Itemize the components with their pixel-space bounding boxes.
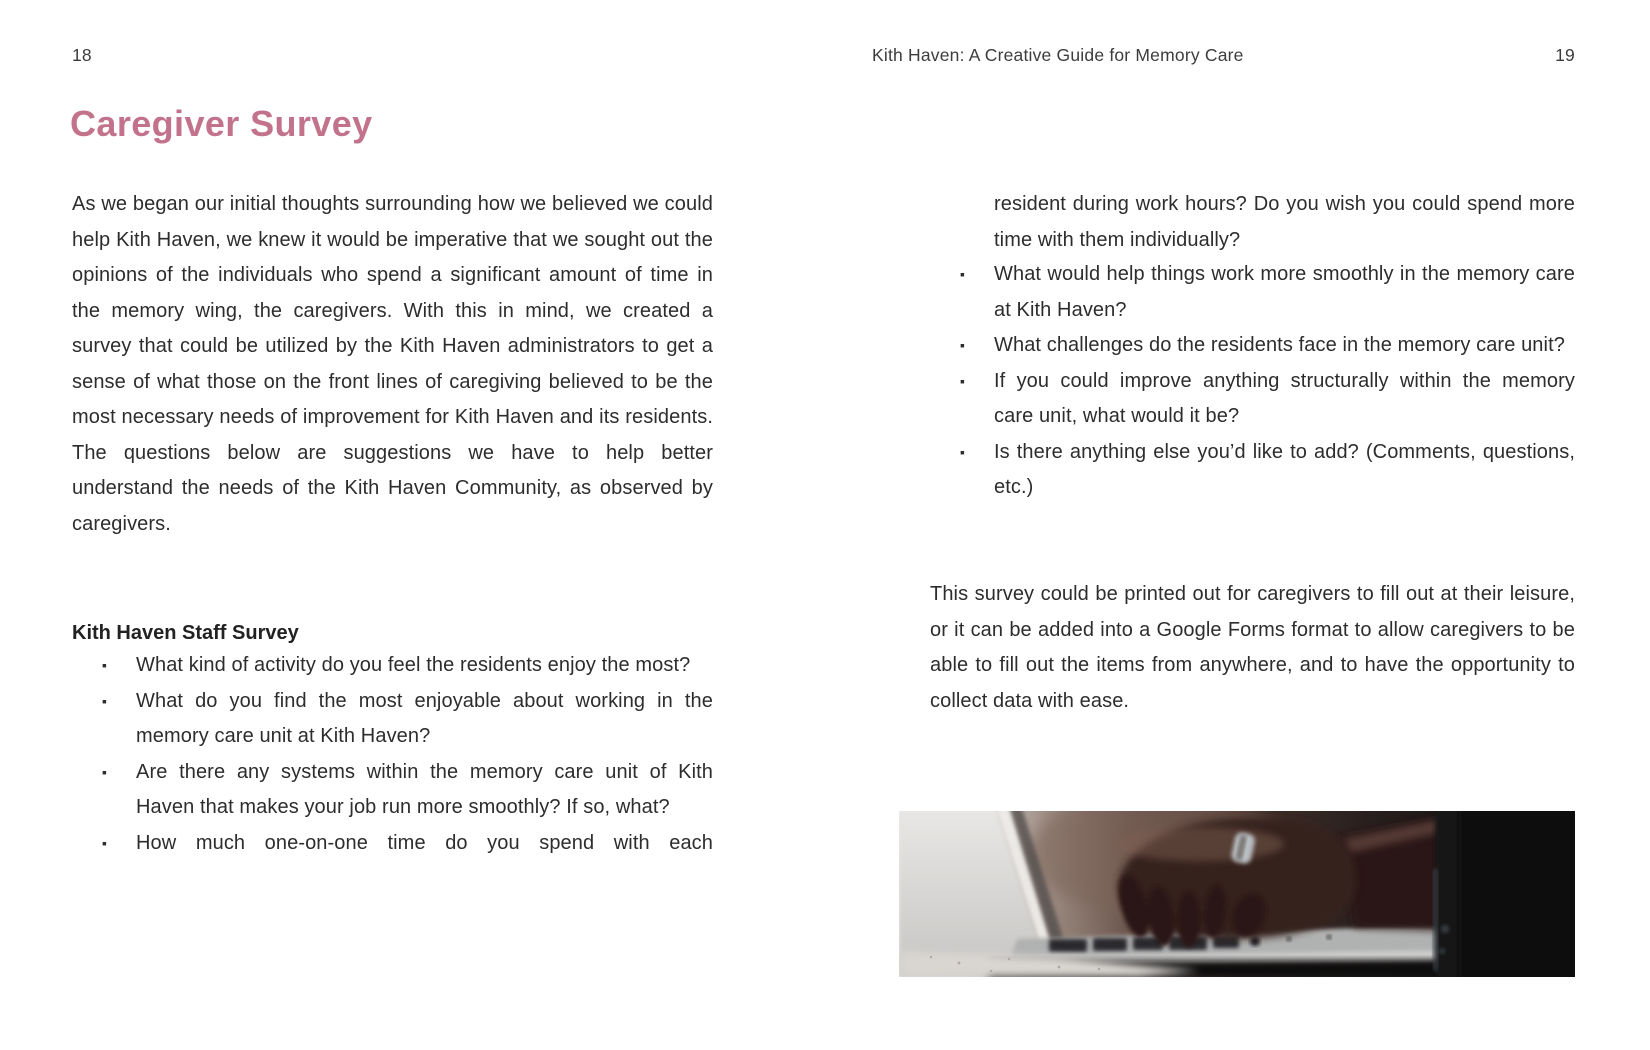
survey-question-text: What challenges do the residents face in the memory care unit?: [994, 334, 1565, 356]
survey-list-heading: Kith Haven Staff Survey: [72, 622, 299, 644]
running-header-title: Kith Haven: A Creative Guide for Memory Care: [872, 45, 1244, 65]
laptop-typing-photo: [899, 811, 1575, 977]
survey-question-text: Are there any systems within the memory care unit of Kith Haven that makes your job run more smoothly? If so, what?: [136, 760, 713, 818]
survey-question-item: [930, 328, 1575, 364]
staff-survey-questions-left: [72, 648, 713, 861]
survey-question-text: Is there anything else you’d like to add? (Comments, questions, etc.): [994, 440, 1575, 498]
page-number-left: 18: [72, 45, 92, 65]
page-number-right: 19: [1555, 45, 1575, 65]
survey-question-item: [72, 684, 713, 755]
survey-question-item: [930, 257, 1575, 328]
laptop-typing-photo-graphic: [899, 811, 1575, 977]
survey-question-text: What would help things work more smoothly in the memory care at Kith Haven?: [994, 263, 1575, 321]
survey-question-item: [72, 648, 713, 684]
intro-paragraph: As we began our initial thoughts surrounding how we believed we could help Kith Haven, we knew it would be imperative that we sought out the opinions of the individuals who spend a significant amount of time in the memory wing, the caregivers. With this in mind, we created a survey that could be utilized by the Kith Haven administrators to get a sense of what those on the front lines of caregiving believed to be the most necessary needs of improvement for Kith Haven and its residents. The questions below are suggestions we have to help better understand the needs of the Kith Haven Community, as observed by caregivers.: [72, 193, 713, 535]
section-title: Caregiver Survey: [70, 103, 373, 144]
survey-question-item: [930, 435, 1575, 506]
survey-question-item: [72, 755, 713, 826]
survey-question-item: [72, 826, 713, 862]
survey-question-text: How much one-on-one time do you spend with each: [136, 831, 713, 854]
survey-question-text: What kind of activity do you feel the residents enjoy the most?: [136, 654, 691, 676]
survey-question-text: What do you find the most enjoyable about working in the memory care unit at Kith Haven?: [136, 689, 713, 747]
coffee-cup: [1433, 811, 1575, 977]
staff-survey-questions-right: [930, 257, 1575, 506]
typing-hands: [1113, 816, 1461, 948]
survey-question-text: If you could improve anything structurally within the memory care unit, what would it be?: [994, 369, 1575, 427]
closing-paragraph: This survey could be printed out for caregivers to fill out at their leisure, or it can be added into a Google Forms format to allow caregivers to be able to fill out the items from anywhere, and to have the opportunity to collect data with ease.: [930, 583, 1575, 712]
survey-question-item: [930, 364, 1575, 435]
continued-question-text: resident during work hours? Do you wish you could spend more time with them individually?: [994, 193, 1575, 251]
